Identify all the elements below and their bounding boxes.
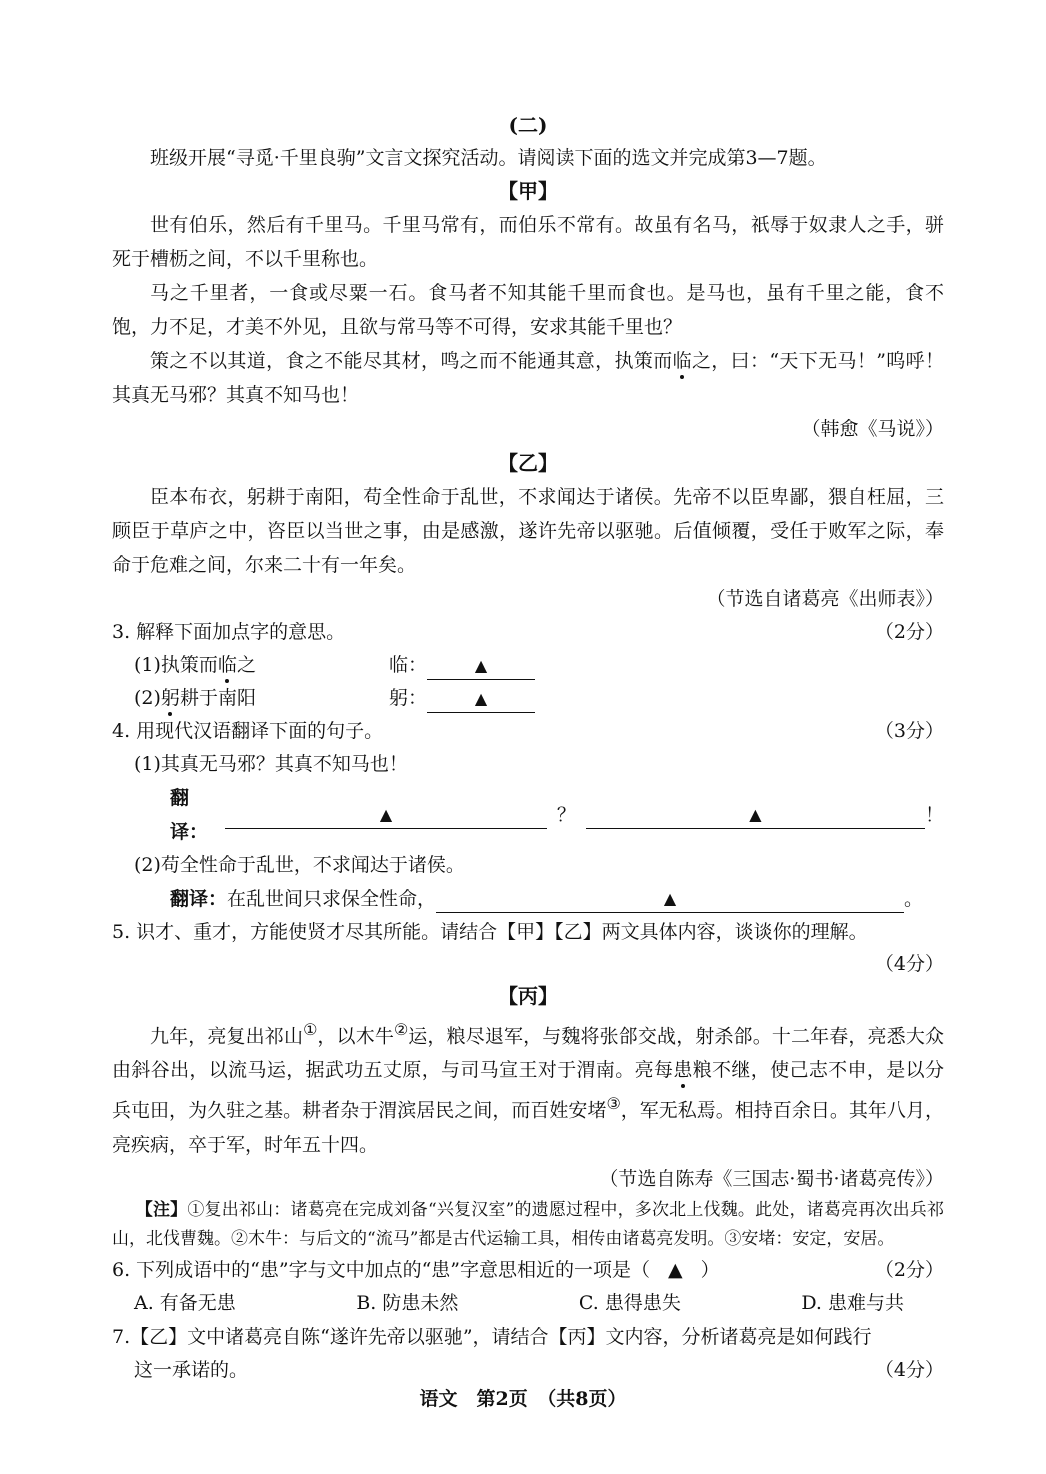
q4-blank-1[interactable]: ▲ xyxy=(225,801,547,829)
q3-item-1: (1)执策而临之 临： ▲ xyxy=(112,649,944,682)
section-title: (二) xyxy=(508,113,548,137)
yi-source: （节选自诸葛亮《出师表》） xyxy=(706,588,944,610)
q4-sentence-1: (1)其真无马邪？其真不知马也！ xyxy=(134,753,408,775)
q3-answer-blank-1[interactable]: ▲ xyxy=(427,652,535,680)
page-footer: 语文 第2页 （共8页） xyxy=(419,1388,627,1410)
q4-sentence-2: (2)苟全性命于乱世，不求闻达于诸侯。 xyxy=(134,854,465,876)
question-7-line-1: 7.【乙】文中诸葛亮自陈“遂许先帝以驱驰”，请结合【丙】文内容，分析诸葛亮是如何践行 xyxy=(112,1325,872,1348)
bing-note: 【注】①复出祁山：诸葛亮在完成刘备“兴复汉室”的遗愿过程中，多次北上伐魏。此处，诸葛亮再次出兵祁山，北伐曹魏。②木牛：与后文的“流马”都是古代运输工具，相传由诸葛亮发明。③安堵：安定，安居。 xyxy=(112,1199,944,1249)
question-4: 4. 用现代汉语翻译下面的句子。 （3分） xyxy=(112,720,944,742)
jia-paragraph-1: 世有伯乐，然后有千里马。千里马常有，而伯乐不常有。故虽有名马，祇辱于奴隶人之手，骈死于槽枥之间，不以千里称也。 xyxy=(112,214,944,270)
jia-paragraph-2: 马之千里者，一食或尽粟一石。食马者不知其能千里而食也。是马也，虽有千里之能，食不饱，力不足，才美不外见，且欲与常马等不可得，安求其能千里也？ xyxy=(112,282,944,338)
dotted-char-huan: 患 xyxy=(673,1059,693,1082)
question-3: 3. 解释下面加点字的意思。 （2分） xyxy=(112,621,944,643)
yi-label: 【乙】 xyxy=(498,451,558,475)
question-7-line-2: 这一承诺的。 （4分） xyxy=(134,1358,944,1381)
q6-answer-mark[interactable]: ▲ xyxy=(668,1258,683,1281)
option-b[interactable]: B. 防患未然 xyxy=(356,1291,459,1314)
question-6: 6. 下列成语中的“患”字与文中加点的“患”字意思相近的一项是（ ▲ ） （2分） xyxy=(112,1258,944,1281)
jia-label: 【甲】 xyxy=(498,179,558,203)
q5-score: （4分） xyxy=(874,953,944,975)
q4-translation-2: 翻译： 在乱世间只求保全性命， ▲ 。 xyxy=(112,882,944,916)
q4-blank-2[interactable]: ▲ xyxy=(586,801,925,829)
jia-paragraph-3: 策之不以其道，食之不能尽其材，鸣之而不能通其意，执策而临之，曰：“天下无马！”呜呼！其真无马邪？其真不知马也！ xyxy=(112,350,944,406)
bing-label: 【丙】 xyxy=(498,984,558,1008)
option-c[interactable]: C. 患得患失 xyxy=(578,1291,681,1314)
q4-blank-3[interactable]: ▲ xyxy=(436,885,904,913)
jia-source: （韩愈《马说》） xyxy=(801,418,944,440)
yi-paragraph: 臣本布衣，躬耕于南阳，苟全性命于乱世，不求闻达于诸侯。先帝不以臣卑鄙，猥自枉屈，三顾臣于草庐之中，咨臣以当世之事，由是感激，遂许先帝以驱驰。后值倾覆，受任于败军之际，奉命于危难之间，尔来二十有一年矣。 xyxy=(112,486,944,576)
intro-text: 班级开展“寻觅·千里良驹”文言文探究活动。请阅读下面的选文并完成第3—7题。 xyxy=(150,147,827,169)
bing-source: （节选自陈寿《三国志·蜀书·诸葛亮传》） xyxy=(599,1167,944,1190)
question-5: 5. 识才、重才，方能使贤才尽其所能。请结合【甲】【乙】两文具体内容，谈谈你的理解。 xyxy=(112,921,868,943)
q6-options xyxy=(112,1287,944,1320)
q3-answer-blank-2[interactable]: ▲ xyxy=(427,685,535,713)
q4-translation-1: 翻译： ▲ ？ ▲ ！ xyxy=(170,787,944,843)
bing-paragraph: 九年，亮复出祁山①，以木牛②运，粮尽退军，与魏将张郃交战，射杀郃。十二年春，亮悉大众由斜谷出，以流马运，据武功五丈原，与司马宣王对于渭南。亮每患粮不继，使己志不申，是以分兵屯田，为久驻之基。耕者杂于渭滨居民之间，而百姓安堵③，军无私焉。相持百余日。其年八月，亮疾病，卒于军，时年五十四。 xyxy=(112,1020,944,1156)
dotted-char-lin: 临 xyxy=(672,350,692,372)
exam-page xyxy=(112,108,944,1387)
option-a[interactable]: A. 有备无患 xyxy=(134,1291,236,1314)
q3-item-2: (2)躬耕于南阳 躬： ▲ xyxy=(112,682,944,715)
option-d[interactable]: D. 患难与共 xyxy=(801,1291,904,1314)
